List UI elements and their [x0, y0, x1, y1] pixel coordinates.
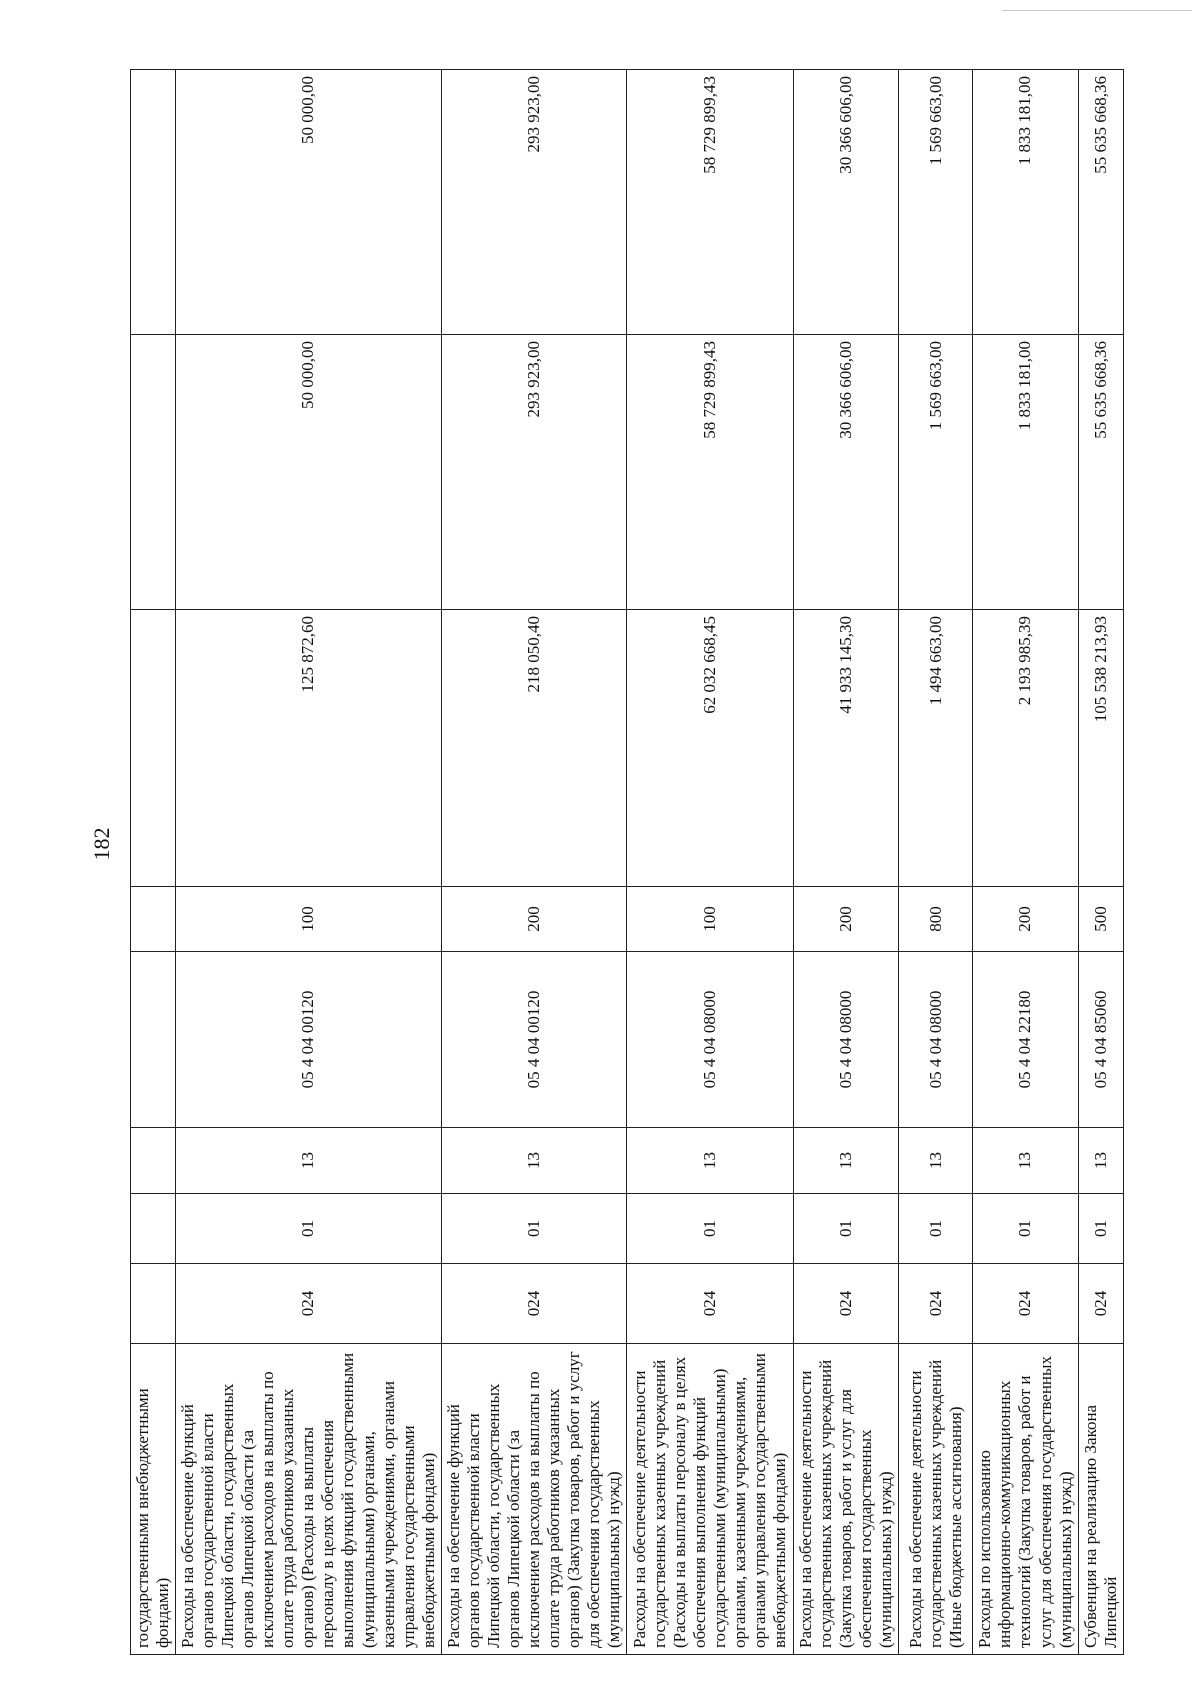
cell-sum-1 [131, 610, 176, 887]
table-row [176, 70, 442, 1655]
cell-csr: 05 4 04 08000 [794, 952, 899, 1128]
cell-sum-2: 50 000,00 [176, 335, 442, 610]
cell-podrazdel: 13 [973, 1128, 1078, 1194]
budget-table [130, 69, 1124, 1655]
cell-razdel: 01 [441, 1194, 626, 1264]
cell-sum-1: 125 872,60 [176, 610, 442, 887]
cell-csr: 05 4 04 85060 [1078, 952, 1123, 1128]
cell-csr [131, 952, 176, 1128]
cell-csr: 05 4 04 00120 [176, 952, 442, 1128]
cell-razdel: 01 [794, 1194, 899, 1264]
cell-grbs: 024 [176, 1264, 442, 1344]
cell-csr: 05 4 04 00120 [441, 952, 626, 1128]
cell-sum-3: 30 366 606,00 [794, 70, 899, 335]
cell-vr: 200 [441, 887, 626, 952]
cell-vr: 800 [899, 887, 973, 952]
cell-sum-1: 2 193 985,39 [973, 610, 1078, 887]
cell-sum-2: 30 366 606,00 [794, 335, 899, 610]
cell-razdel: 01 [176, 1194, 442, 1264]
cell-podrazdel: 13 [441, 1128, 626, 1194]
cell-sum-3: 50 000,00 [176, 70, 442, 335]
cell-podrazdel [131, 1128, 176, 1194]
cell-sum-2: 293 923,00 [441, 335, 626, 610]
cell-podrazdel: 13 [176, 1128, 442, 1194]
cell-vr [131, 887, 176, 952]
cell-description: Расходы на обеспечение деятельности государственных казенных учреждений (Расходы на выплаты персоналу в целях обеспечения выполнения функций государственными (муниципальными) органами, казенными учреждениями, органами управления государственными внебюджетными фондами) [627, 1344, 794, 1655]
table-row [627, 70, 794, 1655]
cell-grbs: 024 [973, 1264, 1078, 1344]
cell-sum-1: 1 494 663,00 [899, 610, 973, 887]
table-row [899, 70, 973, 1655]
table-row [1078, 70, 1123, 1655]
cell-description: Расходы на обеспечение деятельности государственных казенных учреждений (Иные бюджетные ассигнования) [899, 1344, 973, 1655]
cell-vr: 100 [176, 887, 442, 952]
cell-description: Расходы на обеспечение функций органов государственной власти Липецкой области, государственных органов Липецкой области (за исключением расходов на выплаты по оплате труда работников указанных органов) (Закупка товаров, работ и услуг для обеспечения государственных (муниципальных) нужд) [441, 1344, 626, 1655]
cell-sum-3: 1 833 181,00 [973, 70, 1078, 335]
cell-grbs: 024 [1078, 1264, 1123, 1344]
cell-sum-3: 293 923,00 [441, 70, 626, 335]
cell-sum-2: 55 635 668,36 [1078, 335, 1123, 610]
cell-razdel: 01 [627, 1194, 794, 1264]
cell-sum-2: 1 569 663,00 [899, 335, 973, 610]
page-number: 182 [89, 827, 114, 861]
cell-sum-2: 58 729 899,43 [627, 335, 794, 610]
cell-description: Расходы на обеспечение деятельности государственных казенных учреждений (Закупка товаров, работ и услуг для обеспечения государственных (муниципальных) нужд) [794, 1344, 899, 1655]
cell-sum-1: 218 050,40 [441, 610, 626, 887]
cell-sum-3: 55 635 668,36 [1078, 70, 1123, 335]
scan-artifact-line [1002, 10, 1192, 11]
cell-description: Расходы по использованию информационно-коммуникационных технологий (Закупка товаров, работ и услуг для обеспечения государственных (муниципальных) нужд) [973, 1344, 1078, 1655]
cell-vr: 100 [627, 887, 794, 952]
cell-description: Субвенция на реализацию Закона Липецкой [1078, 1344, 1123, 1655]
cell-sum-2: 1 833 181,00 [973, 335, 1078, 610]
cell-sum-3: 58 729 899,43 [627, 70, 794, 335]
cell-sum-1: 105 538 213,93 [1078, 610, 1123, 887]
table-row [441, 70, 626, 1655]
cell-csr: 05 4 04 08000 [627, 952, 794, 1128]
table-row [131, 70, 176, 1655]
cell-razdel: 01 [973, 1194, 1078, 1264]
cell-razdel [131, 1194, 176, 1264]
cell-vr: 200 [794, 887, 899, 952]
rotated-table-container [130, 70, 1120, 1655]
cell-grbs [131, 1264, 176, 1344]
cell-csr: 05 4 04 22180 [973, 952, 1078, 1128]
cell-sum-3 [131, 70, 176, 335]
cell-grbs: 024 [441, 1264, 626, 1344]
cell-podrazdel: 13 [1078, 1128, 1123, 1194]
cell-sum-3: 1 569 663,00 [899, 70, 973, 335]
cell-podrazdel: 13 [627, 1128, 794, 1194]
cell-podrazdel: 13 [794, 1128, 899, 1194]
cell-grbs: 024 [899, 1264, 973, 1344]
cell-description: Расходы на обеспечение функций органов государственной власти Липецкой области, государственных органов Липецкой области (за исключением расходов на выплаты по оплате труда работников указанных органов) (Расходы на выплаты персоналу в целях обеспечения выполнения функций государственными (муниципальными) органами, казенными учреждениями, органами управления государственными внебюджетными фондами) [176, 1344, 442, 1655]
cell-grbs: 024 [794, 1264, 899, 1344]
cell-csr: 05 4 04 08000 [899, 952, 973, 1128]
cell-razdel: 01 [899, 1194, 973, 1264]
cell-grbs: 024 [627, 1264, 794, 1344]
cell-sum-1: 62 032 668,45 [627, 610, 794, 887]
table-row [973, 70, 1078, 1655]
cell-vr: 200 [973, 887, 1078, 952]
cell-sum-1: 41 933 145,30 [794, 610, 899, 887]
cell-razdel: 01 [1078, 1194, 1123, 1264]
cell-podrazdel: 13 [899, 1128, 973, 1194]
cell-description: государственными внебюджетными фондами) [131, 1344, 176, 1655]
cell-vr: 500 [1078, 887, 1123, 952]
cell-sum-2 [131, 335, 176, 610]
table-row [794, 70, 899, 1655]
